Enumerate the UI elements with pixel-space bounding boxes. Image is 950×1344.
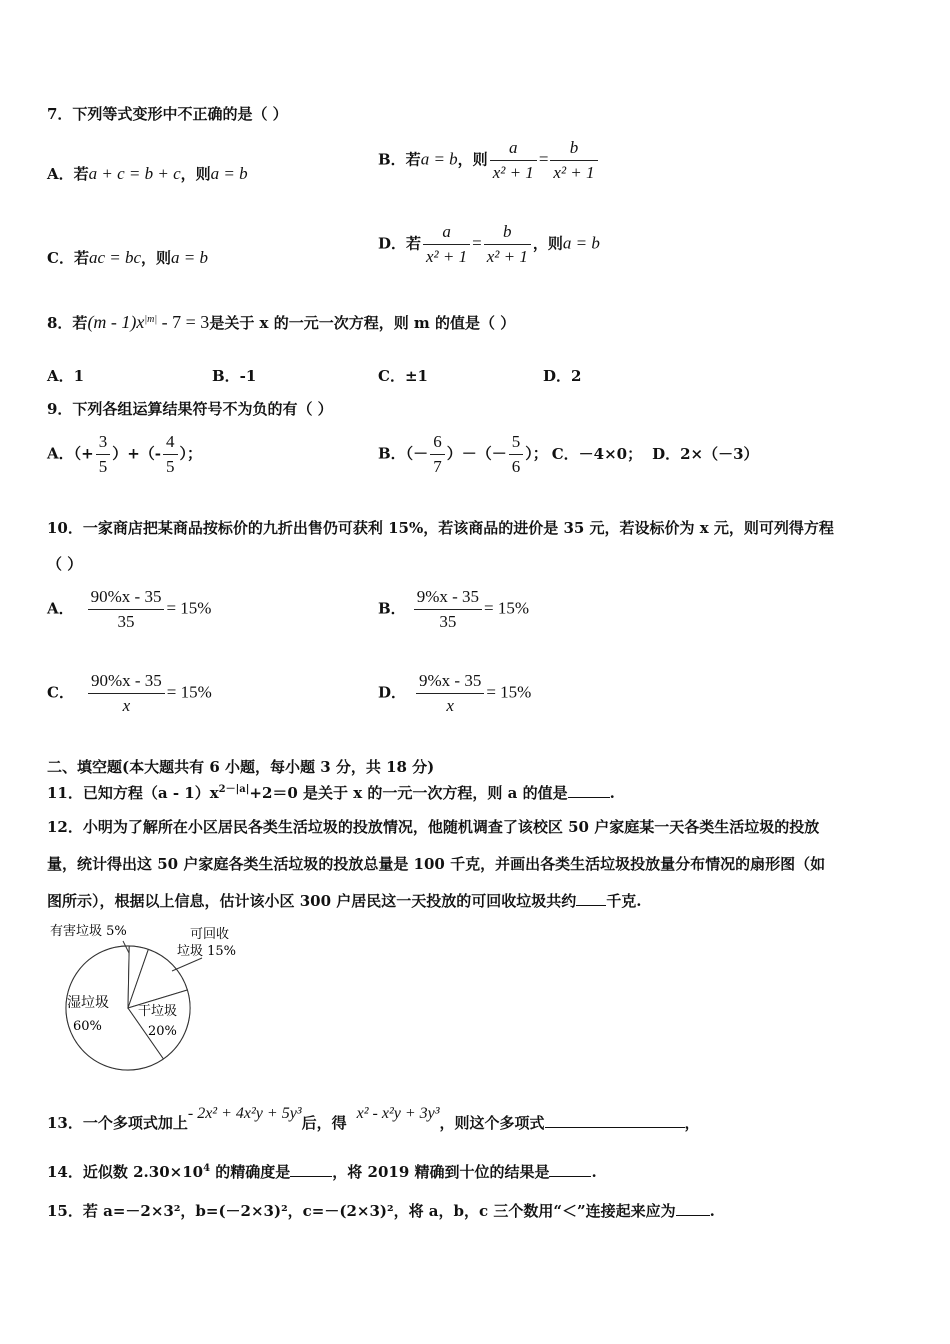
q14-answer-blank-1[interactable]: [290, 1162, 332, 1177]
q8-option-c: C．±1: [378, 367, 428, 385]
q7-option-c: C．若ac = bc，则a = b: [47, 248, 209, 267]
q7-option-b: B．若a = b，则 $\frac{a}{\text{x² + 1}}$ = $\frac{b}{\text{x² + 1}}$: [378, 136, 600, 185]
q11: 11．已知方程$(a - 1)x^{2-|a|}+2=0$ 是关于 x 的一元一次方程，则 a 的值是 .: [47, 784, 615, 802]
label-harmful: 有害垃圾 5%: [50, 924, 127, 939]
q12-line3: 图所示），根据以上信息，估计该小区 300 户居民这一天投放的可回收垃圾共约 千克.: [47, 892, 642, 910]
q13: 13．一个多项式加上- 2x² + 4x²y + 5y³后，得x² - x²y + 3y³，则这个多项式 ，: [47, 1105, 700, 1132]
q9-stem: 9．下列各组运算结果符号不为负的有（ ）: [47, 400, 333, 418]
label-wet-1: 湿垃圾: [67, 995, 109, 1011]
q8-stem: 8．若$(m - 1)x^{|m|} - 7 = 3$是关于 x 的一元一次方程，则 m 的值是（ ）: [47, 312, 516, 332]
q8-option-b: B．-1: [212, 367, 257, 385]
q12-answer-blank[interactable]: [576, 891, 606, 906]
q10-stem: 10．一家商店把某商品按标价的九折出售仍可获利 15%，若该商品的进价是 35 元，若设标价为 x 元，则可列得方程: [47, 519, 834, 537]
q15: 15．若 a=－2×3²，b=(－2×3)²，c=－(2×3)²，将 a，b，c 三个数用“＜”连接起来应为 .: [47, 1202, 715, 1220]
q15-answer-blank[interactable]: [676, 1201, 710, 1216]
q10-option-b: B． $\frac{9\%x - 35}{35}$ = 15%: [378, 587, 530, 631]
q14: 14．近似数 $2.30\times 10^4$ 的精确度是 ，将 2019 精确到十位的结果是 .: [47, 1163, 597, 1181]
section2-title: 二、填空题(本大题共有 6 小题，每小题 3 分，共 18 分): [47, 758, 435, 776]
q7-option-a: A．若a + c = b + c，则a = b: [47, 164, 248, 183]
q12-line2: 量，统计得出这 50 户家庭各类生活垃圾的投放总量是 100 千克，并画出各类生活垃圾投放量分布情况的扇形图（如: [47, 855, 826, 873]
label-dry-2: 20%: [148, 1024, 177, 1039]
label-recycle-2: 垃圾 15%: [177, 944, 237, 959]
q9-option-a: A．（+ $\frac{3}{5}$ ）+（- $\frac{4}{5}$ ）；: [47, 432, 203, 476]
q11-answer-blank[interactable]: [568, 783, 610, 798]
q8-option-d: D．2: [543, 367, 582, 385]
q7-option-d: D．若 $\frac{a}{\text{x² + 1}}$ = $\frac{b}{\text{x² + 1}}$ ，则a = b: [378, 222, 600, 266]
q9-option-d: D．2×（－3）: [652, 444, 759, 463]
q7-stem: 7．下列等式变形中不正确的是（ ）: [47, 105, 288, 123]
label-wet-2: 60%: [73, 1019, 102, 1034]
q9-option-b: B．（－ $\frac{6}{7}$ ）－（－ $\frac{5}{6}$ ）； C．－4×0； D．2×（－3）: [378, 432, 759, 476]
q13-answer-blank[interactable]: [545, 1113, 685, 1128]
q10-option-a: A． $\frac{90\%x - 35}{35}$ = 15%: [47, 587, 212, 631]
q14-answer-blank-2[interactable]: [549, 1162, 591, 1177]
q8-option-a: A．1: [47, 367, 85, 385]
label-recycle-1: 可回收: [190, 927, 230, 942]
q10-paren: （ ）: [47, 555, 83, 573]
q12-line1: 12．小明为了解所在小区居民各类生活垃圾的投放情况，他随机调查了该校区 50 户家庭某一天各类生活垃圾的投放: [47, 818, 820, 836]
leader-recycle: [172, 958, 202, 971]
q10-option-c: C． $\frac{90\%x - 35}{x}$ = 15%: [47, 671, 212, 715]
label-dry-1: 干垃圾: [138, 1004, 178, 1019]
q10-option-d: D． $\frac{9\%x - 35}{x}$ = 15%: [378, 671, 532, 715]
q9-option-c: C．－4×0；: [551, 444, 643, 463]
waste-pie-chart: [40, 918, 260, 1078]
